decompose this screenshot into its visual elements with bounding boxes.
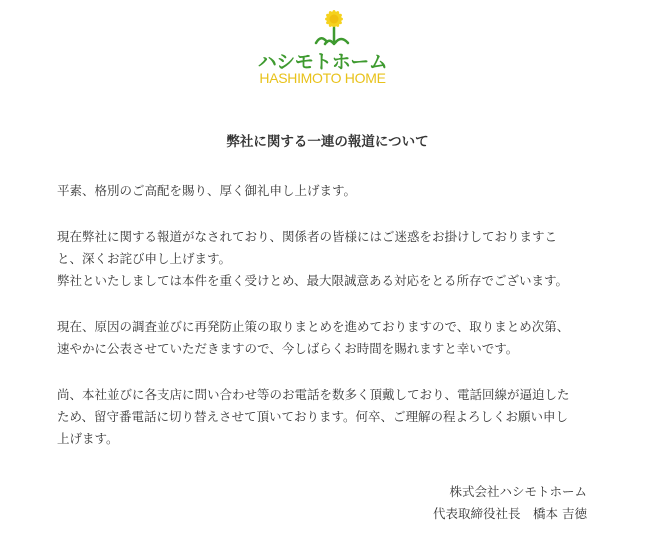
logo-name-english: HASHIMOTO HOME (259, 70, 386, 86)
paragraph-line: 上げます。 (57, 431, 119, 446)
paragraph-line: ため、留守番電話に切り替えさせて頂いております。何卒、ご理解の程よろしくお願い申し (57, 409, 569, 424)
paragraph-line: 現在弊社に関する報道がなされており、関係者の皆様にはご迷惑をお掛けしておりますこ (57, 229, 558, 244)
signature-block (433, 481, 587, 525)
paragraph-apology (57, 226, 602, 292)
statement-title: 弊社に関する一連の報道について (226, 134, 429, 150)
paragraph-line: 速やかに公表させていただきますので、今しばらくお時間を賜れますと幸いです。 (57, 341, 519, 356)
logo-name-japanese: ハシモトホーム (257, 51, 388, 73)
paragraph-line: 尚、本社並びに各支店に問い合わせ等のお電話を数多く頂戴しており、電話回線が逼迫した (57, 387, 570, 402)
paragraph-greeting (57, 180, 602, 202)
paragraph-line: 平素、格別のご高配を賜り、厚く御礼申し上げます。 (57, 183, 357, 198)
paragraph-line: と、深くお詫び申し上げます。 (57, 251, 232, 266)
paragraph-line: 弊社といたしましては本件を重く受けとめ、最大限誠意ある対応をとる所存でございます。 (57, 273, 569, 288)
paragraph-phone-notice (57, 384, 602, 450)
paragraph-investigation (57, 316, 602, 360)
dandelion-icon (255, 4, 390, 48)
signature-company: 株式会社ハシモトホーム (449, 484, 587, 499)
company-logo (255, 4, 390, 88)
paragraph-line: 現在、原因の調査並びに再発防止策の取りまとめを進めておりますので、取りまとめ次第、 (57, 319, 570, 334)
statement-body (57, 180, 602, 474)
signature-representative: 代表取締役社長 橋本 吉徳 (433, 506, 587, 521)
